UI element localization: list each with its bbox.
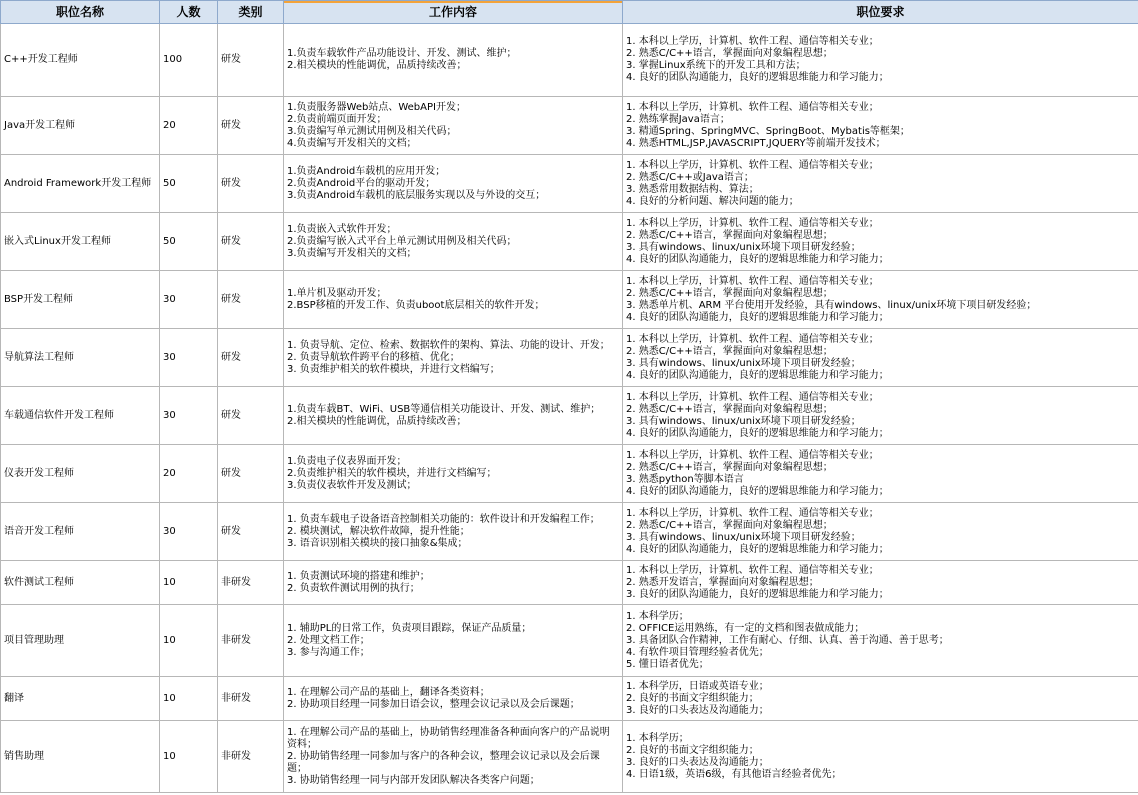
requirement-line: 1. 本科以上学历，计算机、软件工程、通信等相关专业；: [626, 507, 879, 519]
requirements-cell[interactable]: [623, 503, 1138, 561]
work-line: 1. 在理解公司产品的基础上，协助销售经理准备各种面向客户的产品说明资料；: [287, 726, 610, 750]
requirements-cell[interactable]: [623, 97, 1138, 155]
requirement-line: 3. 具有windows、linux/unix环境下项目研发经验；: [626, 415, 861, 427]
work-cell[interactable]: [284, 721, 623, 793]
count-cell[interactable]: 10: [160, 677, 218, 721]
count-cell[interactable]: 30: [160, 387, 218, 445]
position-cell[interactable]: C++开发工程师: [1, 24, 160, 97]
work-line: 4.负责编写开发相关的文档；: [287, 137, 417, 149]
work-line: 1. 负责导航、定位、检索、数据软件的架构、算法、功能的设计、开发；: [287, 339, 610, 351]
table-row: [1, 24, 1138, 97]
count-cell[interactable]: 50: [160, 155, 218, 213]
table-row: [1, 387, 1138, 445]
requirement-line: 4. 良好的团队沟通能力，良好的逻辑思维能力和学习能力；: [626, 543, 889, 555]
work-line: 1.负责服务器Web站点、WebAPI开发；: [287, 101, 466, 113]
requirement-line: 3. 良好的团队沟通能力，良好的逻辑思维能力和学习能力；: [626, 588, 889, 600]
work-line: 3. 协助销售经理一同与内部开发团队解决各类客户问题；: [287, 774, 540, 786]
work-cell[interactable]: [284, 24, 623, 97]
work-line: 2.相关模块的性能调优，品质持续改善；: [287, 60, 467, 71]
table-row: [1, 329, 1138, 387]
category-cell[interactable]: 非研发: [218, 561, 284, 605]
work-cell[interactable]: [284, 561, 623, 605]
position-cell[interactable]: 翻译: [1, 677, 160, 721]
work-cell[interactable]: [284, 329, 623, 387]
work-line: 3. 参与沟通工作；: [287, 646, 370, 658]
work-cell[interactable]: [284, 97, 623, 155]
requirements-cell[interactable]: [623, 677, 1138, 721]
requirement-line: 1. 本科学历；: [626, 610, 689, 622]
category-cell[interactable]: 非研发: [218, 605, 284, 677]
work-cell[interactable]: [284, 445, 623, 503]
work-cell[interactable]: [284, 271, 623, 329]
requirement-line: 4. 良好的团队沟通能力，良好的逻辑思维能力和学习能力；: [626, 253, 889, 265]
count-cell[interactable]: 30: [160, 503, 218, 561]
work-line: 3. 语音识别相关模块的接口抽象&集成；: [287, 537, 468, 549]
requirement-line: 3. 熟悉单片机、ARM 平台使用开发经验，具有windows、linux/unix环境下项目研发经验；: [626, 299, 1037, 311]
header-position[interactable]: 职位名称: [1, 1, 160, 24]
table-row: [1, 503, 1138, 561]
work-cell[interactable]: [284, 503, 623, 561]
requirement-line: 1. 本科以上学历，计算机、软件工程、通信等相关专业；: [626, 159, 879, 171]
header-count[interactable]: 人数: [160, 1, 218, 24]
work-line: 1.负责电子仪表界面开发；: [287, 455, 407, 467]
category-cell[interactable]: 研发: [218, 97, 284, 155]
work-line: 2. 负责软件测试用例的执行；: [287, 582, 420, 594]
work-line: 3. 负责维护相关的软件模块，并进行文档编写；: [287, 363, 500, 375]
work-line: 2.负责编写嵌入式平台上单元测试用例及相关代码；: [287, 235, 517, 247]
category-cell[interactable]: 非研发: [218, 721, 284, 793]
position-cell[interactable]: Java开发工程师: [1, 97, 160, 155]
work-cell[interactable]: [284, 387, 623, 445]
category-cell[interactable]: 研发: [218, 329, 284, 387]
requirements-cell[interactable]: [623, 561, 1138, 605]
requirements-cell[interactable]: [623, 445, 1138, 503]
header-requirements[interactable]: 职位要求: [623, 1, 1138, 24]
work-line: 1.负责嵌入式软件开发；: [287, 223, 397, 235]
work-line: 2. 处理文档工作；: [287, 634, 370, 646]
requirement-line: 4. 良好的团队沟通能力，良好的逻辑思维能力和学习能力；: [626, 311, 889, 323]
requirement-line: 4. 有软件项目管理经验者优先；: [626, 646, 769, 658]
position-cell[interactable]: 仪表开发工程师: [1, 445, 160, 503]
category-cell[interactable]: 研发: [218, 271, 284, 329]
category-cell[interactable]: 非研发: [218, 677, 284, 721]
requirement-line: 3. 掌握Linux系统下的开发工具和方法；: [626, 60, 806, 71]
requirement-line: 4. 日语1级，英语6级，有其他语言经验者优先；: [626, 768, 842, 780]
requirement-line: 2. 熟悉C/C++语言，掌握面向对象编程思想；: [626, 461, 833, 473]
header-work[interactable]: 工作内容: [284, 1, 623, 24]
requirement-line: 2. OFFICE运用熟练，有一定的文档和图表做成能力；: [626, 622, 865, 634]
work-cell[interactable]: [284, 677, 623, 721]
work-line: 2. 协助项目经理一同参加日语会议，整理会议记录以及会后课题；: [287, 698, 580, 710]
requirements-cell[interactable]: [623, 24, 1138, 97]
header-row: [1, 1, 1138, 24]
requirement-line: 3. 熟悉常用数据结构、算法；: [626, 183, 759, 195]
count-cell[interactable]: 50: [160, 213, 218, 271]
work-line: 2.负责前端页面开发；: [287, 113, 387, 125]
requirement-line: 1. 本科以上学历，计算机、软件工程、通信等相关专业；: [626, 101, 879, 113]
work-line: 3.负责编写单元测试用例及相关代码；: [287, 125, 457, 137]
category-cell[interactable]: 研发: [218, 503, 284, 561]
position-cell[interactable]: BSP开发工程师: [1, 271, 160, 329]
work-line: 1. 辅助PL的日常工作，负责项目跟踪，保证产品质量；: [287, 622, 532, 634]
requirements-cell[interactable]: [623, 329, 1138, 387]
work-line: 2.负责Android平台的驱动开发；: [287, 177, 436, 189]
requirement-line: 3. 具有windows、linux/unix环境下项目研发经验；: [626, 531, 861, 543]
work-line: 2.BSP移植的开发工作、负责uboot底层相关的软件开发；: [287, 299, 545, 311]
requirement-line: 4. 熟悉HTML,JSP,JAVASCRIPT,JQUERY等前端开发技术；: [626, 137, 886, 149]
requirement-line: 1. 本科以上学历，计算机、软件工程、通信等相关专业；: [626, 217, 879, 229]
requirement-line: 2. 熟悉C/C++语言，掌握面向对象编程思想；: [626, 229, 833, 241]
work-line: 2. 负责导航软件跨平台的移植、优化；: [287, 351, 460, 363]
requirement-line: 3. 良好的口头表达及沟通能力；: [626, 704, 769, 716]
requirements-cell[interactable]: [623, 213, 1138, 271]
work-line: 2.相关模块的性能调优，品质持续改善；: [287, 415, 467, 427]
work-cell[interactable]: [284, 605, 623, 677]
requirement-line: 2. 熟悉开发语言，掌握面向对象编程思想；: [626, 576, 819, 588]
requirement-line: 3. 熟悉python等脚本语言: [626, 473, 744, 485]
position-cell[interactable]: 语音开发工程师: [1, 503, 160, 561]
table-row: [1, 561, 1138, 605]
work-line: 2.负责维护相关的软件模块，并进行文档编写；: [287, 467, 497, 479]
work-line: 2. 模块测试，解决软件故障，提升性能；: [287, 525, 470, 537]
requirement-line: 2. 良好的书面文字组织能力；: [626, 744, 759, 756]
requirement-line: 1. 本科以上学历，计算机、软件工程、通信等相关专业；: [626, 449, 879, 461]
count-cell[interactable]: 20: [160, 445, 218, 503]
work-line: 2. 协助销售经理一同参加与客户的各种会议，整理会议记录以及会后课题；: [287, 750, 600, 774]
requirement-line: 1. 本科学历，日语或英语专业；: [626, 680, 769, 692]
requirement-line: 4. 良好的团队沟通能力，良好的逻辑思维能力和学习能力；: [626, 72, 889, 83]
requirement-line: 4. 良好的团队沟通能力，良好的逻辑思维能力和学习能力；: [626, 369, 889, 381]
count-cell[interactable]: 30: [160, 271, 218, 329]
requirement-line: 2. 良好的书面文字组织能力；: [626, 692, 759, 704]
position-cell[interactable]: 车载通信软件开发工程师: [1, 387, 160, 445]
requirement-line: 1. 本科以上学历，计算机、软件工程、通信等相关专业；: [626, 391, 879, 403]
work-line: 1. 负责车载电子设备语音控制相关功能的：软件设计和开发编程工作；: [287, 513, 600, 525]
requirement-line: 2. 熟悉C/C++语言，掌握面向对象编程思想；: [626, 519, 833, 531]
requirement-line: 1. 本科学历；: [626, 732, 689, 744]
position-cell[interactable]: 项目管理助理: [1, 605, 160, 677]
category-cell[interactable]: 研发: [218, 387, 284, 445]
category-cell[interactable]: 研发: [218, 213, 284, 271]
work-line: 3.负责Android车载机的底层服务实现以及与外设的交互；: [287, 189, 546, 201]
requirement-line: 1. 本科以上学历，计算机、软件工程、通信等相关专业；: [626, 36, 879, 47]
requirement-line: 3. 具有windows、linux/unix环境下项目研发经验；: [626, 357, 861, 369]
count-cell[interactable]: 20: [160, 97, 218, 155]
table-row: [1, 271, 1138, 329]
category-cell[interactable]: 研发: [218, 155, 284, 213]
table-row: [1, 677, 1138, 721]
position-cell[interactable]: 嵌入式Linux开发工程师: [1, 213, 160, 271]
position-cell[interactable]: 软件测试工程师: [1, 561, 160, 605]
requirements-cell[interactable]: [623, 271, 1138, 329]
work-line: 1.单片机及驱动开发；: [287, 287, 387, 299]
count-cell[interactable]: 30: [160, 329, 218, 387]
work-line: 1.负责Android车载机的应用开发；: [287, 165, 446, 177]
requirement-line: 2. 熟练掌握Java语言；: [626, 113, 730, 125]
requirement-line: 5. 懂日语者优先；: [626, 658, 709, 670]
count-cell[interactable]: 10: [160, 721, 218, 793]
work-line: 3.负责仪表软件开发及测试；: [287, 479, 417, 491]
work-line: 1.负责车载软件产品功能设计、开发、测试、维护；: [287, 48, 517, 59]
work-line: 1.负责车载BT、WiFi、USB等通信相关功能设计、开发、测试、维护；: [287, 403, 601, 415]
requirement-line: 4. 良好的分析问题、解决问题的能力；: [626, 195, 799, 207]
requirements-cell[interactable]: [623, 155, 1138, 213]
count-cell[interactable]: 100: [160, 24, 218, 97]
requirement-line: 4. 良好的团队沟通能力，良好的逻辑思维能力和学习能力；: [626, 427, 889, 439]
work-line: 3.负责编写开发相关的文档；: [287, 247, 417, 259]
work-cell[interactable]: [284, 155, 623, 213]
count-cell[interactable]: 10: [160, 605, 218, 677]
requirement-line: 1. 本科以上学历，计算机、软件工程、通信等相关专业；: [626, 333, 879, 345]
table-row: [1, 721, 1138, 793]
count-cell[interactable]: 10: [160, 561, 218, 605]
table-row: [1, 445, 1138, 503]
work-line: 1. 负责测试环境的搭建和维护；: [287, 570, 430, 582]
requirement-line: 1. 本科以上学历，计算机、软件工程、通信等相关专业；: [626, 275, 879, 287]
table-row: [1, 155, 1138, 213]
position-cell[interactable]: 导航算法工程师: [1, 329, 160, 387]
requirement-line: 4. 良好的团队沟通能力，良好的逻辑思维能力和学习能力；: [626, 485, 889, 497]
requirements-cell[interactable]: [623, 721, 1138, 793]
requirement-line: 2. 熟悉C/C++语言，掌握面向对象编程思想；: [626, 403, 833, 415]
category-cell[interactable]: 研发: [218, 24, 284, 97]
work-cell[interactable]: [284, 213, 623, 271]
requirement-line: 2. 熟悉C/C++语言，掌握面向对象编程思想；: [626, 48, 833, 59]
requirement-line: 3. 具有windows、linux/unix环境下项目研发经验；: [626, 241, 861, 253]
header-category[interactable]: 类别: [218, 1, 284, 24]
work-line: 1. 在理解公司产品的基础上，翻译各类资料；: [287, 686, 490, 698]
requirement-line: 2. 熟悉C/C++语言，掌握面向对象编程思想；: [626, 345, 833, 357]
requirements-cell[interactable]: [623, 387, 1138, 445]
requirement-line: 2. 熟悉C/C++或Java语言；: [626, 171, 754, 183]
requirement-line: 1. 本科以上学历，计算机、软件工程、通信等相关专业；: [626, 564, 879, 576]
requirement-line: 3. 精通Spring、SpringMVC、SpringBoot、Mybatis等框架；: [626, 125, 910, 137]
requirement-line: 3. 良好的口头表达及沟通能力；: [626, 756, 769, 768]
requirements-cell[interactable]: [623, 605, 1138, 677]
requirement-line: 3. 具备团队合作精神，工作有耐心、仔细、认真、善于沟通、善于思考；: [626, 634, 949, 646]
category-cell[interactable]: 研发: [218, 445, 284, 503]
position-cell[interactable]: 销售助理: [1, 721, 160, 793]
table-row: [1, 97, 1138, 155]
table-row: [1, 605, 1138, 677]
position-cell[interactable]: Android Framework开发工程师: [1, 155, 160, 213]
requirement-line: 2. 熟悉C/C++语言，掌握面向对象编程思想；: [626, 287, 833, 299]
table-row: [1, 213, 1138, 271]
